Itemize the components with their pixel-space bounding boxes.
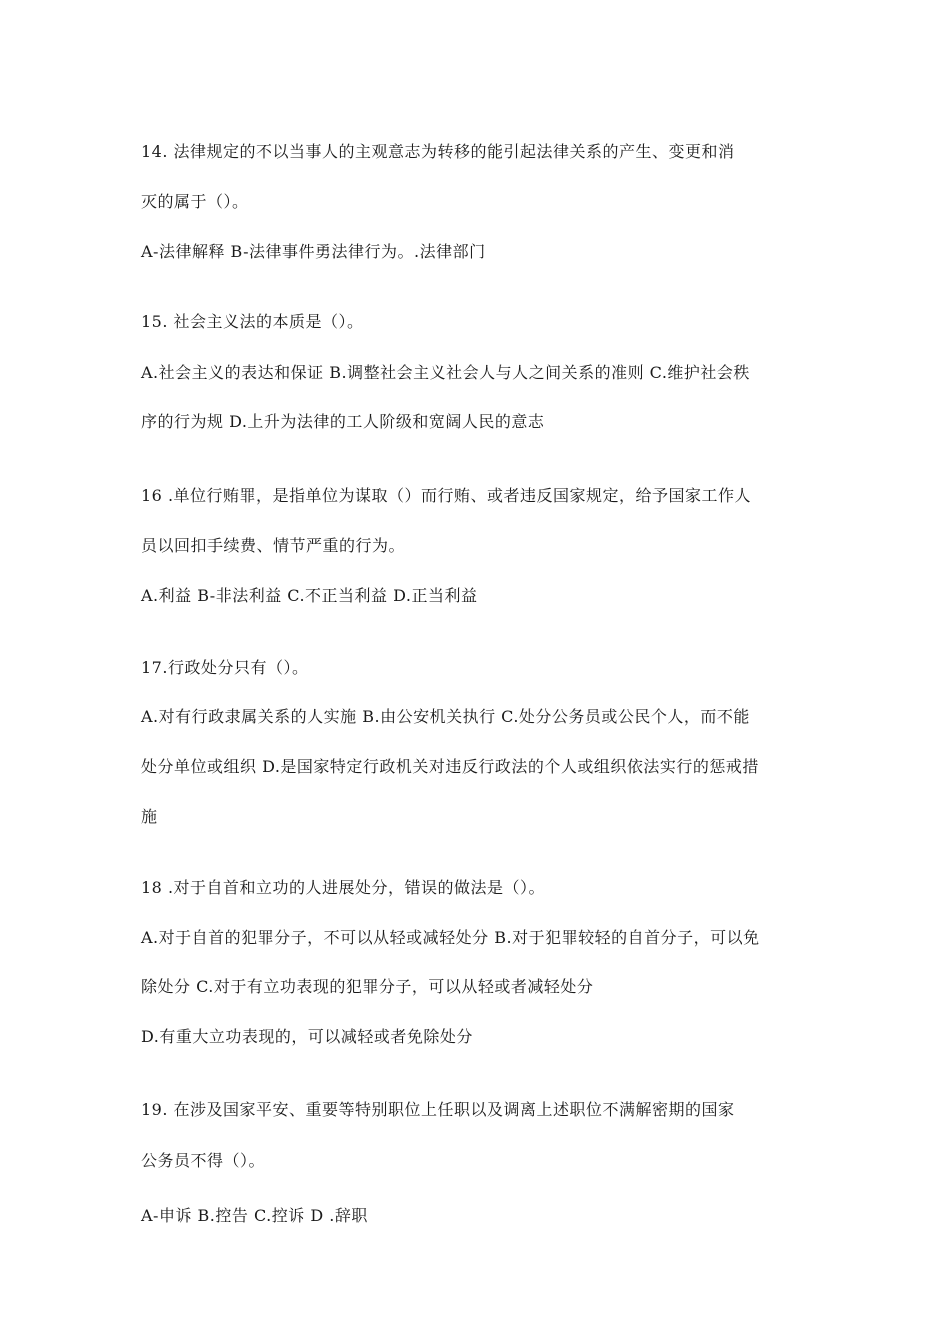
question-19-stem-line-2: 公务员不得（）。 bbox=[141, 1151, 266, 1170]
question-17-options-line-1: A.对有行政隶属关系的人实施 B.由公安机关执行 C.处分公务员或公民个人，而不能 bbox=[141, 707, 750, 726]
question-16-stem-line-2: 员以回扣手续费、情节严重的行为。 bbox=[141, 536, 406, 555]
question-15-options-line-1: A.社会主义的表达和保证 B.调整社会主义社会人与人之间关系的准则 C.维护社会秩 bbox=[141, 363, 750, 382]
question-18-options-line-3: D.有重大立功表现的，可以减轻或者免除处分 bbox=[141, 1027, 473, 1046]
question-15-stem-line-1: 15. 社会主义法的本质是（）。 bbox=[141, 312, 364, 331]
question-17-options-line-3: 施 bbox=[141, 807, 158, 826]
question-19-options: A-申诉 B.控告 C.控诉 D .辞职 bbox=[141, 1206, 368, 1225]
question-14-options: A-法律解释 B-法律事件勇法律行为。.法律部门 bbox=[141, 242, 486, 261]
question-17-options-line-2: 处分单位或组织 D.是国家特定行政机关对违反行政法的个人或组织依法实行的惩戒措 bbox=[141, 757, 759, 776]
question-18-options-line-2: 除处分 C.对于有立功表现的犯罪分子，可以从轻或者减轻处分 bbox=[141, 977, 594, 996]
question-16-options: A.利益 B-非法利益 C.不正当利益 D.正当利益 bbox=[141, 586, 478, 605]
question-15-options-line-2: 序的行为规 D.上升为法律的工人阶级和宽阔人民的意志 bbox=[141, 412, 545, 431]
question-18-stem-line-1: 18 .对于自首和立功的人进展处分，错误的做法是（）。 bbox=[141, 878, 546, 897]
question-18-options-line-1: A.对于自首的犯罪分子，不可以从轻或减轻处分 B.对于犯罪较轻的自首分子，可以免 bbox=[141, 928, 760, 947]
question-14-stem-line-1: 14. 法律规定的不以当事人的主观意志为转移的能引起法律关系的产生、变更和消 bbox=[141, 142, 735, 161]
question-16-stem-line-1: 16 .单位行贿罪，是指单位为谋取（）而行贿、或者违反国家规定，给予国家工作人 bbox=[141, 486, 752, 505]
question-19-stem-line-1: 19. 在涉及国家平安、重要等特别职位上任职以及调离上述职位不满解密期的国家 bbox=[141, 1100, 735, 1119]
question-17-stem-line-1: 17.行政处分只有（）。 bbox=[141, 658, 309, 677]
question-14-stem-line-2: 灭的属于（）。 bbox=[141, 192, 249, 211]
